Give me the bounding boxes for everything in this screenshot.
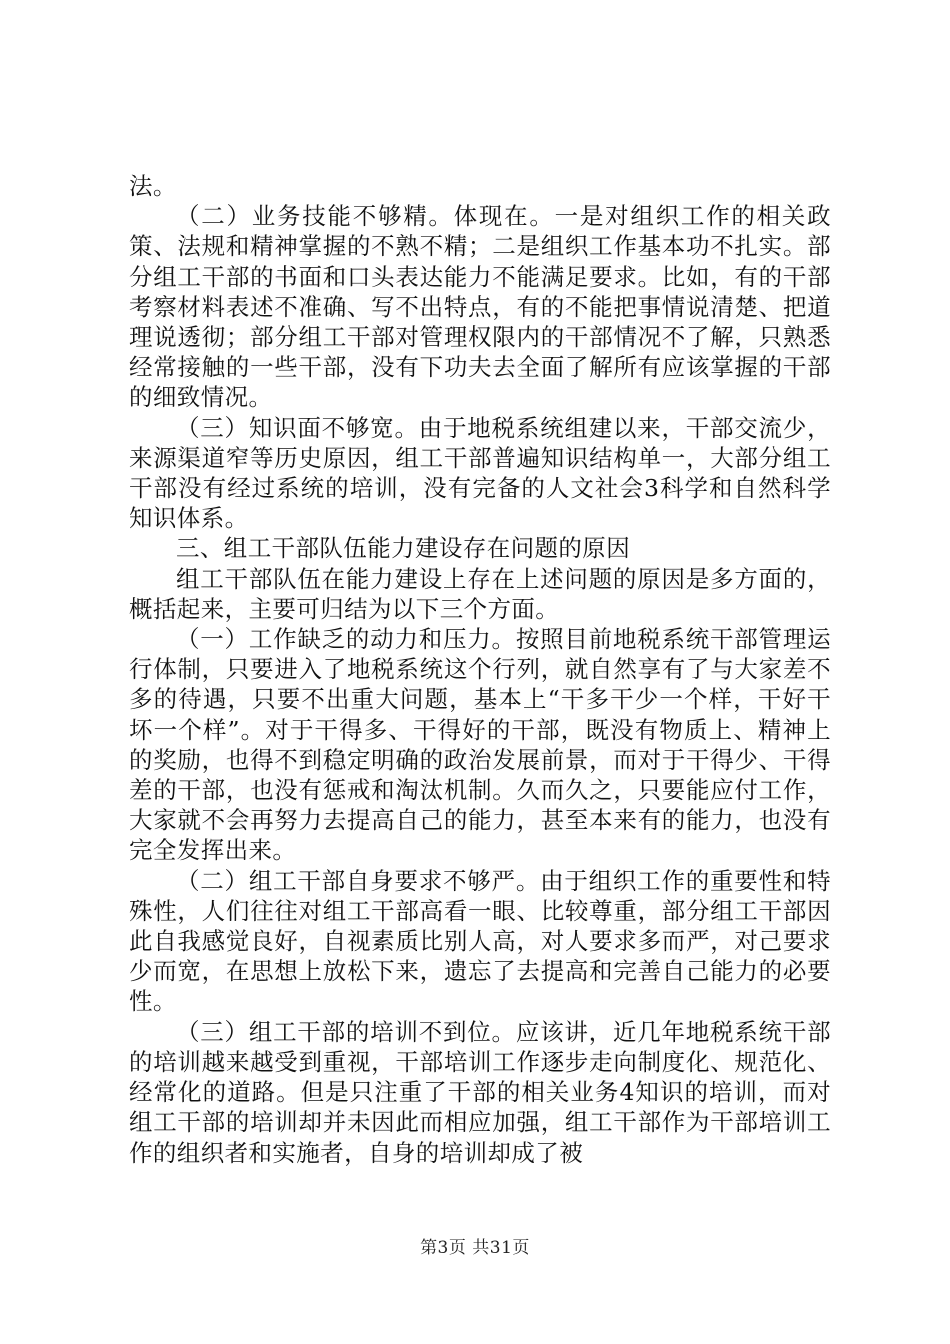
paragraph-motivation: （一）工作缺乏的动力和压力。按照目前地税系统干部管理运行体制，只要进入了地税系统这个行列，就自然享有了与大家差不多的待遇，只要不出重大问题，基本上“干多干少一个样，干好干坏一个样”。对于干得多、干得好的干部，既没有物质上、精神上的奖励，也得不到稳定明确的政治发展前景，而对于干得少、干得差的干部，也没有惩戒和淘汰机制。久而久之，只要能应付工作，大家就不会再努力去提高自己的能力，甚至本来有的能力，也没有完全发挥出来。 <box>129 625 831 865</box>
section-heading-causes: 三、组工干部队伍能力建设存在问题的原因 <box>176 534 631 563</box>
paragraph-training: （三）组工干部的培训不到位。应该讲，近几年地税系统干部的培训越来越受到重视，干部培训工作逐步走向制度化、规范化、经常化的道路。但是只注重了干部的相关业务4知识的培训，而对组工干部的培训却并未因此而相应加强，组工干部作为干部培训工作的组织者和实施者，自身的培训却成了被 <box>129 1017 831 1167</box>
paragraph-knowledge-scope: （三）知识面不够宽。由于地税系统组建以来，干部交流少，来源渠道窄等历史原因，组工干部普遍知识结构单一，大部分组工干部没有经过系统的培训，没有完备的人文社会3科学和自然科学知识体系。 <box>129 413 831 533</box>
paragraph-self-requirement: （二）组工干部自身要求不够严。由于组织工作的重要性和特殊性，人们往往对组工干部高看一眼、比较尊重，部分组工干部因此自我感觉良好，自视素质比别人高，对人要求多而严，对己要求少而宽，在思想上放松下来，遗忘了去提高和完善自己能力的必要性。 <box>129 866 831 1016</box>
document-body <box>129 171 831 1168</box>
paragraph-continuation: 法。 <box>129 172 177 200</box>
paragraph-business-skills: （二）业务技能不够精。体现在。一是对组织工作的相关政策、法规和精神掌握的不熟不精；二是组织工作基本功不扎实。部分组工干部的书面和口头表达能力不能满足要求。比如，有的干部考察材料表述不准确、写不出特点，有的不能把事情说清楚、把道理说透彻；部分组工干部对管理权限内的干部情况不了解，只熟悉经常接触的一些干部，没有下功夫去全面了解所有应该掌握的干部的细致情况。 <box>129 202 831 412</box>
page-footer: 第3页 共31页 <box>420 1238 530 1258</box>
paragraph-causes-intro: 组工干部队伍在能力建设上存在上述问题的原因是多方面的，概括起来，主要可归结为以下三个方面。 <box>129 564 831 623</box>
